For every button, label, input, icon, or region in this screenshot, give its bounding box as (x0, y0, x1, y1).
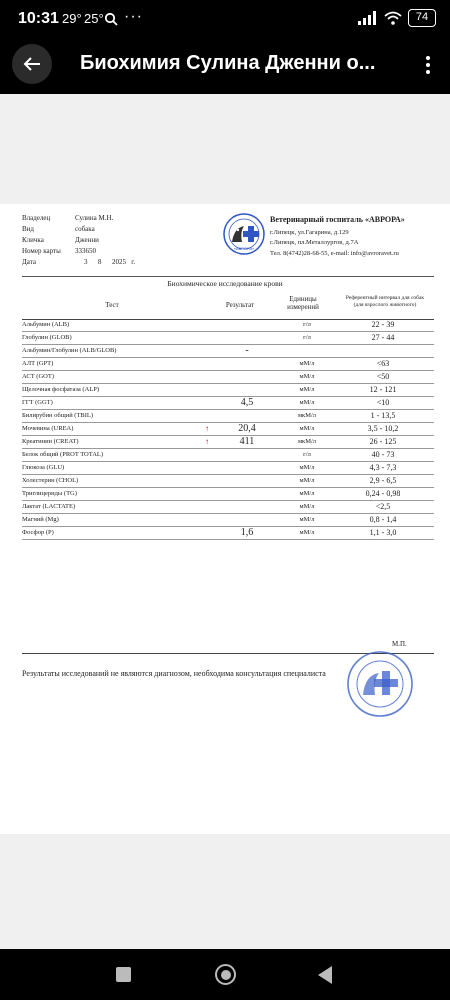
cell-unit: г/л (303, 334, 311, 341)
cell-test: Триглицериды (TG) (22, 490, 77, 497)
app-bar (0, 40, 450, 94)
cell-reference: 12 - 121 (369, 385, 397, 394)
cell-unit: г/л (303, 321, 311, 328)
field-name-label: Кличка (22, 236, 44, 244)
cell-reference: 1,1 - 3,0 (369, 528, 397, 537)
table-row (22, 332, 434, 345)
cell-unit: мМ/л (299, 373, 315, 380)
cell-flag: ↑ (205, 424, 209, 433)
battery-icon: 74 (408, 9, 436, 27)
cell-test: Мочевина (UREA) (22, 425, 74, 432)
field-card-value: 333650 (75, 247, 96, 255)
cell-unit: мкМ/л (297, 438, 317, 445)
table-row (22, 423, 434, 436)
more-vert-icon (426, 56, 430, 60)
cell-reference: <50 (376, 372, 390, 381)
cell-reference: 22 - 39 (371, 320, 395, 329)
cell-test: Альбумин (ALB) (22, 321, 70, 328)
status-bar (0, 0, 450, 40)
cell-test: Магний (Mg) (22, 516, 59, 523)
clinic-contacts: Тел. 8(4742)28-68-55, e-mail: info@avroravet.ru (270, 250, 399, 257)
field-owner-value: Сулина М.Н. (75, 214, 114, 222)
cell-reference: 3,5 - 10,2 (367, 424, 399, 433)
cell-test: Билирубин общий (TBIL) (22, 412, 94, 419)
table-row (22, 462, 434, 475)
arrow-left-icon (23, 56, 41, 72)
signal-icon (358, 11, 378, 25)
report-title: Биохимическое исследование крови (167, 279, 283, 288)
table-row (22, 514, 434, 527)
cell-unit: г/л (303, 451, 311, 458)
table-row (22, 358, 434, 371)
cell-test: АСТ (GOT) (22, 373, 54, 380)
cell-reference: <10 (376, 398, 390, 407)
column-header-reference (332, 295, 438, 309)
cell-result: 1,6 (240, 527, 254, 538)
table-row (22, 371, 434, 384)
cell-test: Лактат (LACTATE) (22, 503, 76, 510)
column-header-units (278, 295, 328, 311)
cell-reference: <63 (376, 359, 390, 368)
table-row (22, 488, 434, 501)
search-icon (104, 12, 118, 26)
cell-reference: 27 - 44 (371, 333, 395, 342)
cell-unit: мМ/л (299, 360, 315, 367)
system-nav-bar (0, 949, 450, 1000)
table-row (22, 397, 434, 410)
cell-result: 20,4 (238, 423, 256, 434)
disclaimer-text: Результаты исследований не являются диагнозом, необходима консультация специалиста (22, 669, 326, 678)
cell-test: Холестерин (CHOL) (22, 477, 79, 484)
table-row (22, 436, 434, 449)
cell-unit: мМ/л (299, 425, 315, 432)
table-row (22, 410, 434, 423)
status-temperature-1: 29° (62, 11, 82, 26)
cell-unit: мМ/л (299, 529, 315, 536)
document-page (0, 204, 450, 834)
more-vert-dot (426, 70, 430, 74)
cell-test: Щелочная фосфатаза (ALP) (22, 386, 100, 393)
home-button[interactable] (215, 964, 236, 985)
document-title: Биохимия Сулина Дженни о... (80, 52, 376, 74)
clinic-stamp (345, 649, 415, 719)
cell-result: 411 (239, 436, 255, 447)
clinic-name: Ветеринарный госпиталь «АВРОРА» (270, 215, 405, 224)
field-card-label: Номер карты (22, 247, 61, 255)
status-temperature-2: 25° (84, 11, 104, 26)
more-vert-dot (426, 63, 430, 67)
cell-test: Глобулин (GLOB) (22, 334, 72, 341)
field-date-label: Дата (22, 258, 36, 266)
clinic-logo (222, 212, 266, 256)
stamp-place-label: М.П. (392, 640, 407, 648)
table-row (22, 501, 434, 514)
cell-reference: 0,24 - 0,98 (365, 489, 401, 498)
field-owner-label: Владелец (22, 214, 51, 222)
field-name-value: Дженни (75, 236, 99, 244)
cell-unit: мМ/л (299, 399, 315, 406)
document-viewer[interactable] (0, 94, 450, 949)
field-species-label: Вид (22, 225, 34, 233)
header-divider (22, 276, 434, 277)
wifi-icon (384, 11, 402, 25)
column-header-units-line1: Единицы (289, 295, 317, 303)
cell-test: ГГТ (GGT) (22, 399, 53, 406)
cell-test: Глюкоза (GLU) (22, 464, 65, 471)
cell-unit: мМ/л (299, 464, 315, 471)
column-header-reference-line2: (для взрослого животного) (353, 302, 417, 308)
cell-reference: <2,5 (375, 502, 391, 511)
field-date-value: 3 8 2025 г. (84, 258, 136, 266)
cell-unit: мМ/л (299, 477, 315, 484)
cell-unit: мМ/л (299, 386, 315, 393)
cell-reference: 1 - 13,5 (370, 411, 396, 420)
more-notifications-icon: ··· (124, 8, 143, 25)
cell-reference: 26 - 125 (369, 437, 397, 446)
field-species-value: собака (75, 225, 95, 233)
column-header-result: Результат (225, 301, 255, 309)
cell-result: - (245, 345, 249, 356)
cell-test: АЛТ (GPT) (22, 360, 54, 367)
system-back-button[interactable] (318, 966, 332, 984)
clinic-logo-text: «АВРОРА» (233, 246, 255, 251)
cell-reference: 0,8 - 1,4 (369, 515, 397, 524)
table-row (22, 449, 434, 462)
more-options-button[interactable] (416, 50, 440, 80)
column-header-test: Тест (105, 301, 119, 309)
cell-unit: мкМ/л (297, 412, 317, 419)
cell-test: Белок общий (PROT TOTAL) (22, 451, 104, 458)
table-row (22, 319, 434, 332)
cell-unit: мМ/л (299, 490, 315, 497)
back-button[interactable] (12, 44, 52, 84)
table-row (22, 527, 434, 540)
clinic-address-1: г.Липецк, ул.Гагарина, д.129 (270, 229, 349, 236)
cell-reference: 40 - 73 (371, 450, 395, 459)
cell-reference: 4,3 - 7,3 (369, 463, 397, 472)
cell-unit: мМ/л (299, 503, 315, 510)
cell-result: 4,5 (240, 397, 254, 408)
cell-test: Креатинин (CREAT) (22, 438, 79, 445)
cell-test: Фосфор (P) (22, 529, 54, 536)
recent-apps-button[interactable] (116, 967, 131, 982)
cell-unit: мМ/л (299, 516, 315, 523)
cell-reference: 2,9 - 6,5 (369, 476, 397, 485)
table-row (22, 384, 434, 397)
cell-flag: ↑ (205, 437, 209, 446)
table-row (22, 345, 434, 358)
clinic-address-2: г.Липецк, пл.Металлургов, д.7А (270, 239, 359, 246)
cell-test: Альбумин/Глобулин (ALB/GLOB) (22, 347, 117, 354)
table-row (22, 475, 434, 488)
column-header-reference-line1: Референтный интервал для собак (345, 295, 425, 301)
column-header-units-line2: измерений (287, 303, 319, 311)
status-time: 10:31 (18, 10, 59, 27)
